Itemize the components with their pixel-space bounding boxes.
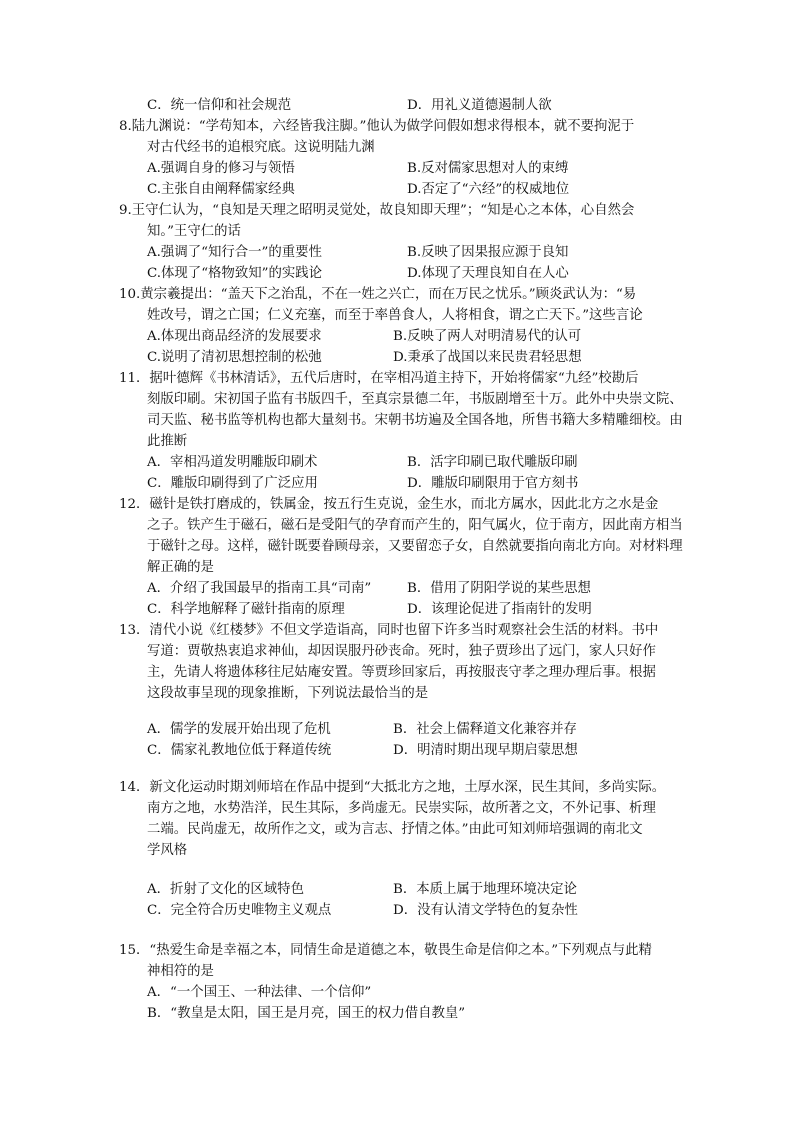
q13-stem-line-3: 主，先请人将遗体移往尼姑庵安置。等贾珍回家后，再按服丧守孝之理办理后事。根据 (147, 665, 656, 680)
q10-stem-line-2: 姓改号，谓之亡国；仁义充塞，而至于率兽食人，人将相食，谓之亡天下。”这些言论 (147, 308, 643, 323)
q12-stem-line-2: 之子。铁产生于磁石，磁石是受阳气的孕育而产生的，阳气属火，位于南方，因此南方相当 (147, 518, 683, 533)
q14-stem-line-4: 学风格 (147, 843, 188, 858)
q12-option-a: A．介绍了我国最早的指南工具“司南” (147, 581, 372, 596)
q15-stem-line-1: 15．“热爱生命是幸福之本，同情生命是道德之本，敬畏生命是信仰之本。”下列观点与此精 (119, 943, 652, 958)
q10-option-b: B.反映了两人对明清易代的认可 (393, 329, 582, 344)
q9-option-c: C.体现了“格物致知”的实践论 (147, 266, 323, 281)
q14-option-b: B．本质上属于地理环境决定论 (393, 882, 577, 897)
q11-stem-line-2: 刻版印刷。宋初国子监有书版四千，至真宗景德二年，书版剧增至十万。此外中央崇文院、 (147, 392, 683, 407)
q12-stem-line-1: 12．磁针是铁打磨成的，铁属金，按五行生克说，金生水，而北方属水，因此北方之水是金 (119, 497, 659, 512)
q9-stem-line-1: 9.王守仁认为，“良知是天理之昭明灵觉处，故良知即天理”；“知是心之本体，心自然会 (119, 203, 635, 218)
q13-stem-line-1: 13．清代小说《红楼梦》不但文学造诣高，同时也留下许多当时观察社会生活的材料。书中 (119, 623, 659, 638)
q11-option-b: B．活字印刷已取代雕版印刷 (407, 455, 578, 470)
q11-option-d: D．雕版印刷限用于官方刻书 (407, 476, 579, 491)
q15-stem-line-2: 神相符的是 (147, 964, 214, 979)
q13-option-c: C．儒家礼教地位低于释道传统 (147, 743, 332, 758)
q13-option-d: D．明清时期出现早期启蒙思想 (393, 743, 578, 758)
q8-option-b: B.反对儒家思想对人的束缚 (407, 161, 569, 176)
q8-stem-line-2: 对古代经书的追根究底。这说明陆九渊 (147, 140, 375, 155)
q9-option-b: B.反映了因果报应源于良知 (407, 245, 569, 260)
q8-option-d: D.否定了“六经”的权威地位 (407, 182, 570, 197)
q12-stem-line-4: 解正确的是 (147, 560, 214, 575)
q11-stem-line-3: 司天监、秘书监等机构也都大量刻书。宋朝书坊遍及全国各地，所售书籍大多精雕细校。由 (147, 413, 683, 428)
q13-stem-line-2: 写道：贾敬热衷追求神仙，却因误服丹砂丧命。死时，独子贾珍出了远门，家人只好作 (147, 644, 656, 659)
q7-option-d: D．用礼义道德遏制人欲 (407, 98, 552, 113)
q12-stem-line-3: 于磁针之母。这样，磁针既要眷顾母亲，又要留恋子女，自然就要指向南北方向。对材料理 (147, 539, 683, 554)
q8-option-a: A.强调自身的修习与领悟 (147, 161, 295, 176)
q13-option-b: B．社会上儒释道文化兼容并存 (393, 722, 577, 737)
q8-stem-line-1: 8.陆九渊说：“学苟知本，六经皆我注脚。”他认为做学问假如想求得根本，就不要拘泥于 (119, 119, 635, 134)
q13-option-a: A．儒学的发展开始出现了危机 (147, 722, 331, 737)
q12-option-b: B．借用了阴阳学说的某些思想 (407, 581, 591, 596)
q14-stem-line-1: 14．新文化运动时期刘师培在作品中提到“大抵北方之地，土厚水深，民生其间，多尚实际。 (119, 780, 666, 795)
q10-option-a: A.体现出商品经济的发展要求 (147, 329, 322, 344)
q9-option-a: A.强调了“知行合一”的重要性 (147, 245, 322, 260)
q11-option-a: A．宰相冯道发明雕版印刷术 (147, 455, 318, 470)
q10-option-d: D.秉承了战国以来民贵君轻思想 (393, 350, 582, 365)
q14-option-a: A．折射了文化的区域特色 (147, 882, 304, 897)
q11-option-c: C．雕版印刷得到了广泛应用 (147, 476, 318, 491)
q10-stem-line-1: 10.黄宗羲提出：“盖天下之治乱，不在一姓之兴亡，而在万民之忧乐。”顾炎武认为：“易 (119, 287, 637, 302)
q10-option-c: C.说明了清初思想控制的松弛 (147, 350, 322, 365)
q9-stem-line-2: 知。”王守仁的话 (147, 224, 241, 239)
q14-option-d: D．没有认清文学特色的复杂性 (393, 903, 578, 918)
q15-option-b: B．“教皇是太阳，国王是月亮，国王的权力借自教皇” (147, 1006, 466, 1021)
q7-option-c: C．统一信仰和社会规范 (147, 98, 292, 113)
q8-option-c: C.主张自由阐释儒家经典 (147, 182, 295, 197)
q12-option-c: C．科学地解释了磁针指南的原理 (147, 602, 345, 617)
q14-option-c: C．完全符合历史唯物主义观点 (147, 903, 332, 918)
q14-stem-line-2: 南方之地，水势浩洋，民生其际，多尚虚无。民崇实际，故所著之文，不外记事、析理 (147, 801, 656, 816)
q9-option-d: D.体现了天理良知自在人心 (407, 266, 569, 281)
q15-option-a: A．“一个国王、一种法律、一个信仰” (147, 985, 372, 1000)
q11-stem-line-4: 此推断 (147, 434, 188, 449)
q12-option-d: D．该理论促进了指南针的发明 (407, 602, 592, 617)
q14-stem-line-3: 二端。民尚虚无，故所作之文，或为言志、抒情之体。”由此可知刘师培强调的南北文 (147, 822, 643, 837)
q13-stem-line-4: 这段故事呈现的现象推断，下列说法最恰当的是 (147, 686, 429, 701)
q11-stem-line-1: 11．据叶德辉《书林清话》，五代后唐时，在宰相冯道主持下，开始将儒家“九经”校勘后 (119, 371, 639, 386)
